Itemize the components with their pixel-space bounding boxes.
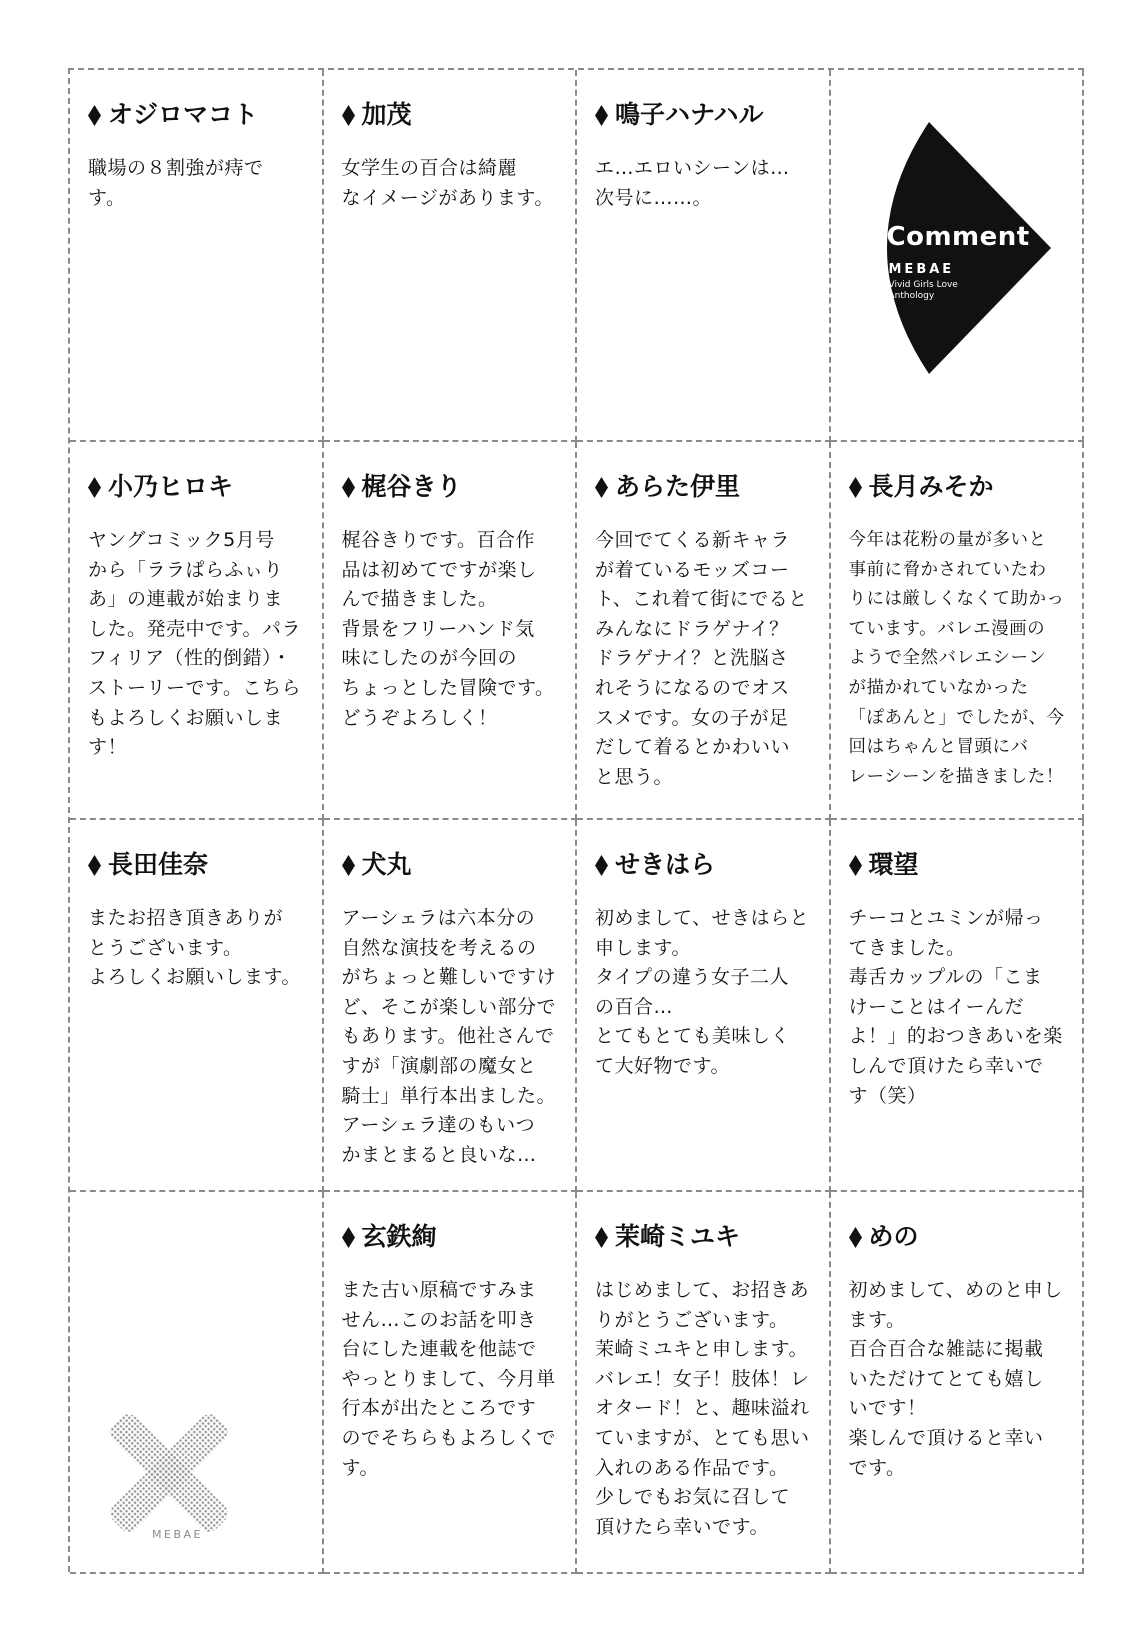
author-name (595, 848, 813, 882)
comment-line: とうございます。 (88, 936, 243, 959)
comment-cell (324, 820, 578, 1192)
comment-line: 梶谷きりです。百合作 (341, 529, 535, 551)
comment-cell (831, 442, 1085, 820)
author-name (342, 1220, 560, 1254)
comment-line: した。発売中です。パラ (88, 617, 301, 640)
author-name-text: あらた伊里 (615, 472, 741, 501)
author-name-text: 長月みそか (868, 472, 994, 501)
comment-line: すが「演劇部の魔女と (341, 1054, 537, 1077)
comment-cell (577, 70, 831, 442)
comment-grid (68, 68, 1084, 1572)
author-name (88, 98, 306, 132)
diamond-bullet-icon (595, 477, 608, 498)
author-name (595, 1220, 813, 1254)
comment-line: 初めまして、せきはらと (595, 907, 810, 929)
comment-line: 職場の８割強が痔で (88, 157, 264, 179)
comment-line: 背景をフリーハンド気 (341, 617, 535, 640)
author-name-text: めの (868, 1222, 919, 1251)
comment-text (849, 526, 1067, 792)
comment-line: 茉崎ミユキと申します。 (595, 1338, 808, 1361)
diamond-bullet-icon (849, 855, 862, 876)
comment-line: やっとりまして、今月単 (341, 1367, 556, 1390)
comment-line: バレエ！女子！肢体！レ (595, 1367, 810, 1390)
author-name-text: 玄鉄絢 (361, 1222, 437, 1251)
comment-line: て大好物です。 (595, 1054, 730, 1077)
comment-text (342, 154, 560, 213)
author-name (595, 470, 813, 504)
comment-cell (324, 442, 578, 820)
author-name-text: 小乃ヒロキ (108, 472, 234, 501)
comment-line: 自然な演技を考えるの (341, 936, 537, 959)
comment-line: アーシェラは六本分の (341, 907, 536, 929)
comment-line: 回はちゃんと冒頭にバ (848, 737, 1029, 758)
comment-line: す！ (88, 736, 128, 759)
comment-line: いです！ (848, 1397, 927, 1420)
comment-cell (324, 70, 578, 442)
comment-line: せん…このお話を叩き (341, 1308, 537, 1331)
comment-line: が描かれていなかった (848, 677, 1029, 698)
diamond-bullet-icon (342, 1227, 355, 1248)
comment-line: 初めまして、めのと申し (848, 1279, 1063, 1301)
comment-line: ヤングコミック5月号 (88, 529, 275, 551)
comment-line: 行本が出たところです (341, 1397, 537, 1420)
comment-line: ます。 (848, 1308, 906, 1331)
comment-line: 「ぽあんと」でしたが、今 (848, 707, 1065, 728)
comment-line: しんで頂けたら幸いで (848, 1054, 1044, 1077)
x-mark-cell (70, 1192, 324, 1574)
comment-line: 台にした連載を他誌で (341, 1338, 537, 1361)
comment-line: はじめまして、お招きあ (595, 1279, 810, 1301)
comment-line: ています。バレエ漫画の (848, 618, 1046, 639)
comment-text (849, 904, 1067, 1111)
comment-text (342, 526, 560, 733)
comment-line: 楽しんで頂けると幸い (848, 1426, 1044, 1449)
comment-line: ちょっとした冒険です。 (341, 676, 555, 699)
comment-text (849, 1276, 1067, 1483)
comment-text (342, 1276, 560, 1483)
comment-line: またお招き頂きありが (88, 907, 284, 929)
author-name-text: 加茂 (361, 100, 412, 129)
comment-line: です。 (848, 1456, 906, 1479)
comment-cell (324, 1192, 578, 1574)
comment-cell (577, 820, 831, 1192)
comment-line: アーシェラ達のもいつ (341, 1114, 536, 1137)
comment-line: す（笑） (848, 1084, 927, 1107)
logo-title: Comment (886, 222, 1030, 252)
author-name-text: 鳴子ハナハル (615, 100, 764, 129)
diamond-bullet-icon (88, 477, 101, 498)
comment-line: エ…エロいシーンは… (595, 157, 790, 179)
comment-line: す。 (341, 1456, 379, 1479)
comment-line: だして着るとかわいい (595, 736, 791, 759)
comment-line: 今回でてくる新キャラ (595, 529, 791, 551)
author-name (849, 848, 1067, 882)
logo-subtitle-line: Vivid Girls Love (888, 280, 958, 290)
comment-line: とてもとても美味しく (595, 1025, 791, 1048)
x-mark-brand: MEBAE (152, 1528, 203, 1541)
comment-line: 事前に脅かされていたわ (848, 559, 1047, 580)
comment-line: ト、これ着て街にでると (595, 588, 808, 611)
comment-line: 入れのある作品です。 (595, 1456, 789, 1479)
comment-line: フィリア（性的倒錯）・ (88, 647, 292, 670)
comment-line: 品は初めてですが楽し (341, 558, 537, 581)
comment-line: かまとまると良いな… (341, 1143, 537, 1166)
diamond-bullet-icon (342, 477, 355, 498)
comment-line: よろしくお願いします。 (88, 966, 301, 989)
comment-line: ストーリーです。こちら (88, 676, 301, 699)
author-name-text: 環望 (868, 850, 919, 879)
comment-text (595, 1276, 813, 1542)
comment-line: あ」の連載が始まりま (88, 588, 284, 611)
comment-line: もよろしくお願いしま (88, 706, 284, 729)
comment-line: りには厳しくなくて助かっ (848, 589, 1065, 610)
comment-line: ようで全然バレエシーン (848, 648, 1047, 669)
comment-line: が着ているモッズコー (595, 558, 790, 581)
diamond-bullet-icon (342, 105, 355, 126)
comment-line: ドラゲナイ？と洗脳さ (595, 647, 789, 670)
comment-cell (831, 820, 1085, 1192)
diamond-bullet-icon (849, 1227, 862, 1248)
diamond-bullet-icon (849, 477, 862, 498)
comment-line: 次号に……。 (595, 186, 713, 209)
author-name-text: 長田佳奈 (108, 850, 209, 879)
author-name-text: せきはら (615, 850, 716, 879)
comment-cell (70, 820, 324, 1192)
comment-line: から「ララぱらふぃり (88, 558, 284, 581)
comment-cell (577, 1192, 831, 1574)
diamond-bullet-icon (88, 855, 101, 876)
comment-line: 頂けたら幸いです。 (595, 1515, 769, 1538)
comment-line: てきました。 (848, 936, 966, 959)
comment-cell (70, 442, 324, 820)
logo-brand: MEBAE (888, 262, 955, 277)
comment-line: いただけてとても嬉し (848, 1367, 1044, 1390)
diamond-bullet-icon (342, 855, 355, 876)
comment-line: もあります。他社さんで (341, 1025, 555, 1048)
comment-cell (70, 70, 324, 442)
diamond-bullet-icon (595, 855, 608, 876)
author-name (342, 470, 560, 504)
comment-line: けーことはイーんだ (848, 995, 1025, 1018)
comment-line: す。 (88, 186, 126, 209)
author-name-text: 犬丸 (361, 850, 412, 879)
comment-text (88, 904, 306, 993)
comment-text (595, 904, 813, 1082)
comment-line: 味にしたのが今回の (341, 647, 518, 670)
author-name (88, 470, 306, 504)
comment-line: 少しでもお気に召して (595, 1486, 791, 1509)
author-name (342, 98, 560, 132)
comment-line: と思う。 (595, 765, 674, 788)
comment-line: 騎士」単行本出ました。 (341, 1084, 557, 1107)
comment-text (342, 904, 560, 1170)
comment-line: 今年は花粉の量が多いと (848, 530, 1047, 550)
comment-line: オタード！と、趣味溢れ (595, 1397, 810, 1420)
author-name (342, 848, 560, 882)
logo-subtitle-line: Anthology (888, 291, 935, 301)
comment-text (88, 526, 306, 763)
comment-cell (831, 1192, 1085, 1574)
comment-line: ていますが、とても思い (595, 1426, 810, 1449)
diamond-bullet-icon (595, 1227, 608, 1248)
author-name (849, 470, 1067, 504)
comment-line: 女学生の百合は綺麗 (341, 157, 518, 179)
comment-line: みんなにドラゲナイ？ (595, 617, 789, 640)
comment-text (88, 154, 306, 213)
comment-line: れそうになるのでオス (595, 676, 790, 699)
comment-line: りがとうございます。 (595, 1308, 789, 1331)
author-name-text: オジロマコト (108, 100, 259, 129)
diamond-bullet-icon (88, 105, 101, 126)
comment-logo-cell (831, 70, 1085, 442)
author-name (88, 848, 306, 882)
comment-line: なイメージがあります。 (341, 186, 554, 209)
author-name-text: 茉崎ミユキ (615, 1222, 741, 1251)
comment-line: 百合百合な雑誌に掲載 (848, 1338, 1044, 1361)
author-name (849, 1220, 1067, 1254)
comment-cell (577, 442, 831, 820)
comment-text (595, 526, 813, 792)
comment-line: がちょっと難しいですけ (341, 966, 557, 989)
comment-line: 毒舌カップルの「こま (848, 966, 1043, 989)
diamond-bullet-icon (595, 105, 608, 126)
comment-line: よ！」的おつきあいを楽 (848, 1025, 1063, 1048)
comment-line: チーコとユミンが帰っ (848, 907, 1044, 929)
x-mark-icon (104, 1408, 234, 1538)
comment-line: タイプの違う女子二人 (595, 966, 790, 989)
comment-line: スメです。女の子が足 (595, 706, 789, 729)
logo-subtitle (889, 280, 989, 302)
comment-text (595, 154, 813, 213)
comment-line: また古い原稿ですみま (341, 1279, 537, 1301)
author-name (595, 98, 813, 132)
comment-line: レーシーンを描きました！ (848, 766, 1064, 787)
comment-line: んで描きました。 (341, 588, 498, 611)
comment-line: ど、そこが楽しい部分で (341, 995, 557, 1018)
comment-line: どうぞよろしく！ (341, 706, 498, 729)
author-name-text: 梶谷きり (361, 472, 462, 501)
comment-line: の百合… (595, 995, 674, 1018)
comment-line: のでそちらもよろしくで (341, 1426, 557, 1449)
comment-line: 申します。 (595, 936, 691, 959)
